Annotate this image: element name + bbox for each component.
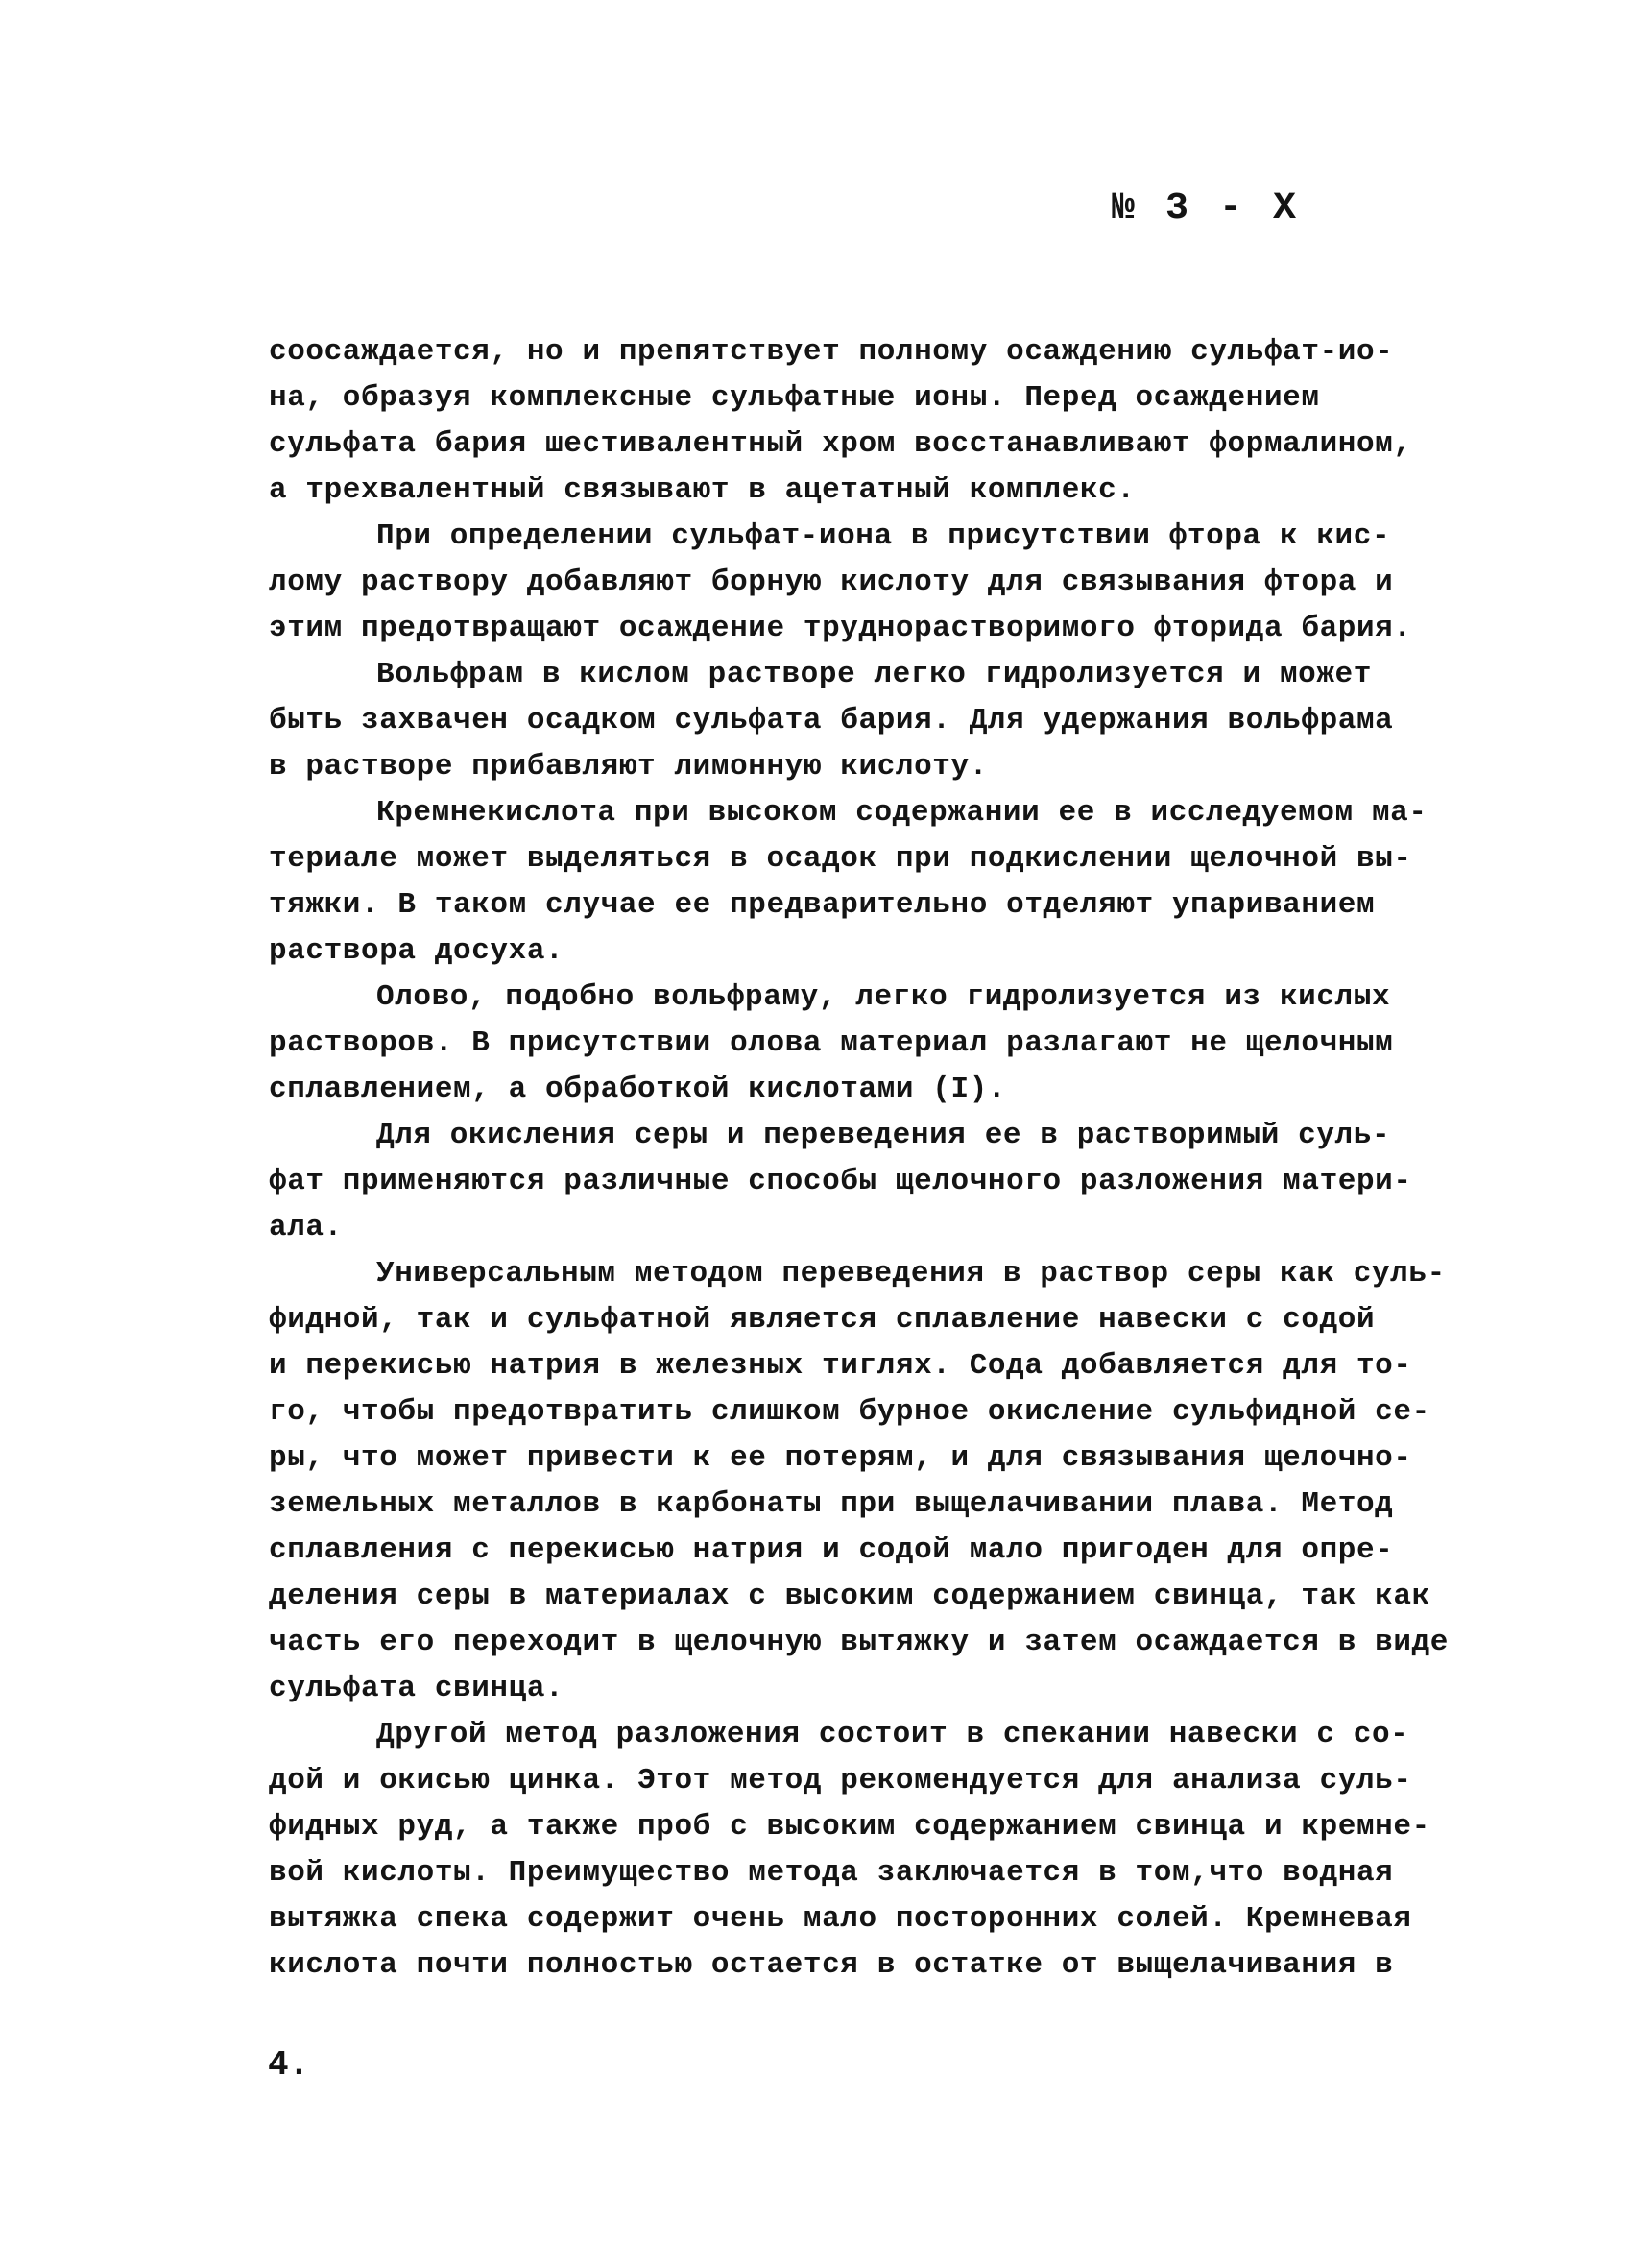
text-line: фидных руд, а также проб с высоким содержанием свинца и кремне- <box>269 1810 1430 1844</box>
text-line: ала. <box>269 1211 343 1244</box>
text-line: Кремнекислота при высоком содержании ее в исследуемом ма- <box>376 796 1428 830</box>
text-line: Универсальным методом переведения в раствор серы как суль- <box>376 1257 1446 1291</box>
text-line: При определении сульфат-иона в присутствии фтора к кис- <box>376 519 1391 553</box>
text-line: деления серы в материалах с высоким содержанием свинца, так как <box>269 1580 1430 1613</box>
text-line: этим предотвращают осаждение труднорастворимого фторида бария. <box>269 612 1412 645</box>
text-line: на, образуя комплексные сульфатные ионы. Перед осаждением <box>269 381 1320 415</box>
text-line: и перекисью натрия в железных тиглях. Сода добавляется для то- <box>269 1349 1412 1383</box>
text-line: фидной, так и сульфатной является сплавление навески с содой <box>269 1303 1376 1337</box>
text-line: соосаждается, но и препятствует полному осаждению сульфат-ио- <box>269 335 1394 369</box>
text-line: тяжки. В таком случае ее предварительно отделяют упариванием <box>269 888 1376 922</box>
document-number: № 3 - X <box>1112 187 1301 230</box>
text-line: сульфата бария шестивалентный хром восстанавливают формалином, <box>269 427 1412 461</box>
text-line: Олово, подобно вольфраму, легко гидролизуется из кислых <box>376 980 1391 1014</box>
body-text <box>269 329 1478 1989</box>
text-line: сплавлением, а обработкой кислотами (I). <box>269 1073 1007 1106</box>
text-line: кислота почти полностью остается в остатке от выщелачивания в <box>269 1948 1394 1982</box>
text-line: дой и окисью цинка. Этот метод рекомендуется для анализа суль- <box>269 1764 1412 1798</box>
text-line: растворов. В присутствии олова материал разлагают не щелочным <box>269 1026 1394 1060</box>
text-line: раствора досуха. <box>269 934 564 968</box>
text-line: Другой метод разложения состоит в спекании навески с со- <box>376 1718 1409 1751</box>
text-line: вой кислоты. Преимущество метода заключается в том,что водная <box>269 1856 1394 1890</box>
text-line: в растворе прибавляют лимонную кислоту. <box>269 750 988 784</box>
text-line: земельных металлов в карбонаты при выщелачивании плава. Метод <box>269 1487 1394 1521</box>
text-line: лому раствору добавляют борную кислоту для связывания фтора и <box>269 566 1394 599</box>
text-line: ры, что может привести к ее потерям, и для связывания щелочно- <box>269 1441 1412 1475</box>
text-line: вытяжка спека содержит очень мало посторонних солей. Кремневая <box>269 1902 1412 1936</box>
text-line: а трехвалентный связывают в ацетатный комплекс. <box>269 473 1136 507</box>
text-line: часть его переходит в щелочную вытяжку и затем осаждается в виде <box>269 1626 1449 1659</box>
text-line: териале может выделяться в осадок при подкислении щелочной вы- <box>269 842 1412 876</box>
page-number: 4. <box>268 2045 310 2085</box>
text-line: Вольфрам в кислом растворе легко гидролизуется и может <box>376 658 1372 691</box>
text-line: го, чтобы предотвратить слишком бурное окисление сульфидной се- <box>269 1395 1430 1429</box>
text-line: Для окисления серы и переведения ее в растворимый суль- <box>376 1119 1391 1152</box>
text-line: сплавления с перекисью натрия и содой мало пригоден для опре- <box>269 1533 1394 1567</box>
text-line: сульфата свинца. <box>269 1672 564 1705</box>
text-line: быть захвачен осадком сульфата бария. Для удержания вольфрама <box>269 704 1394 737</box>
text-line: фат применяются различные способы щелочного разложения матери- <box>269 1165 1412 1198</box>
